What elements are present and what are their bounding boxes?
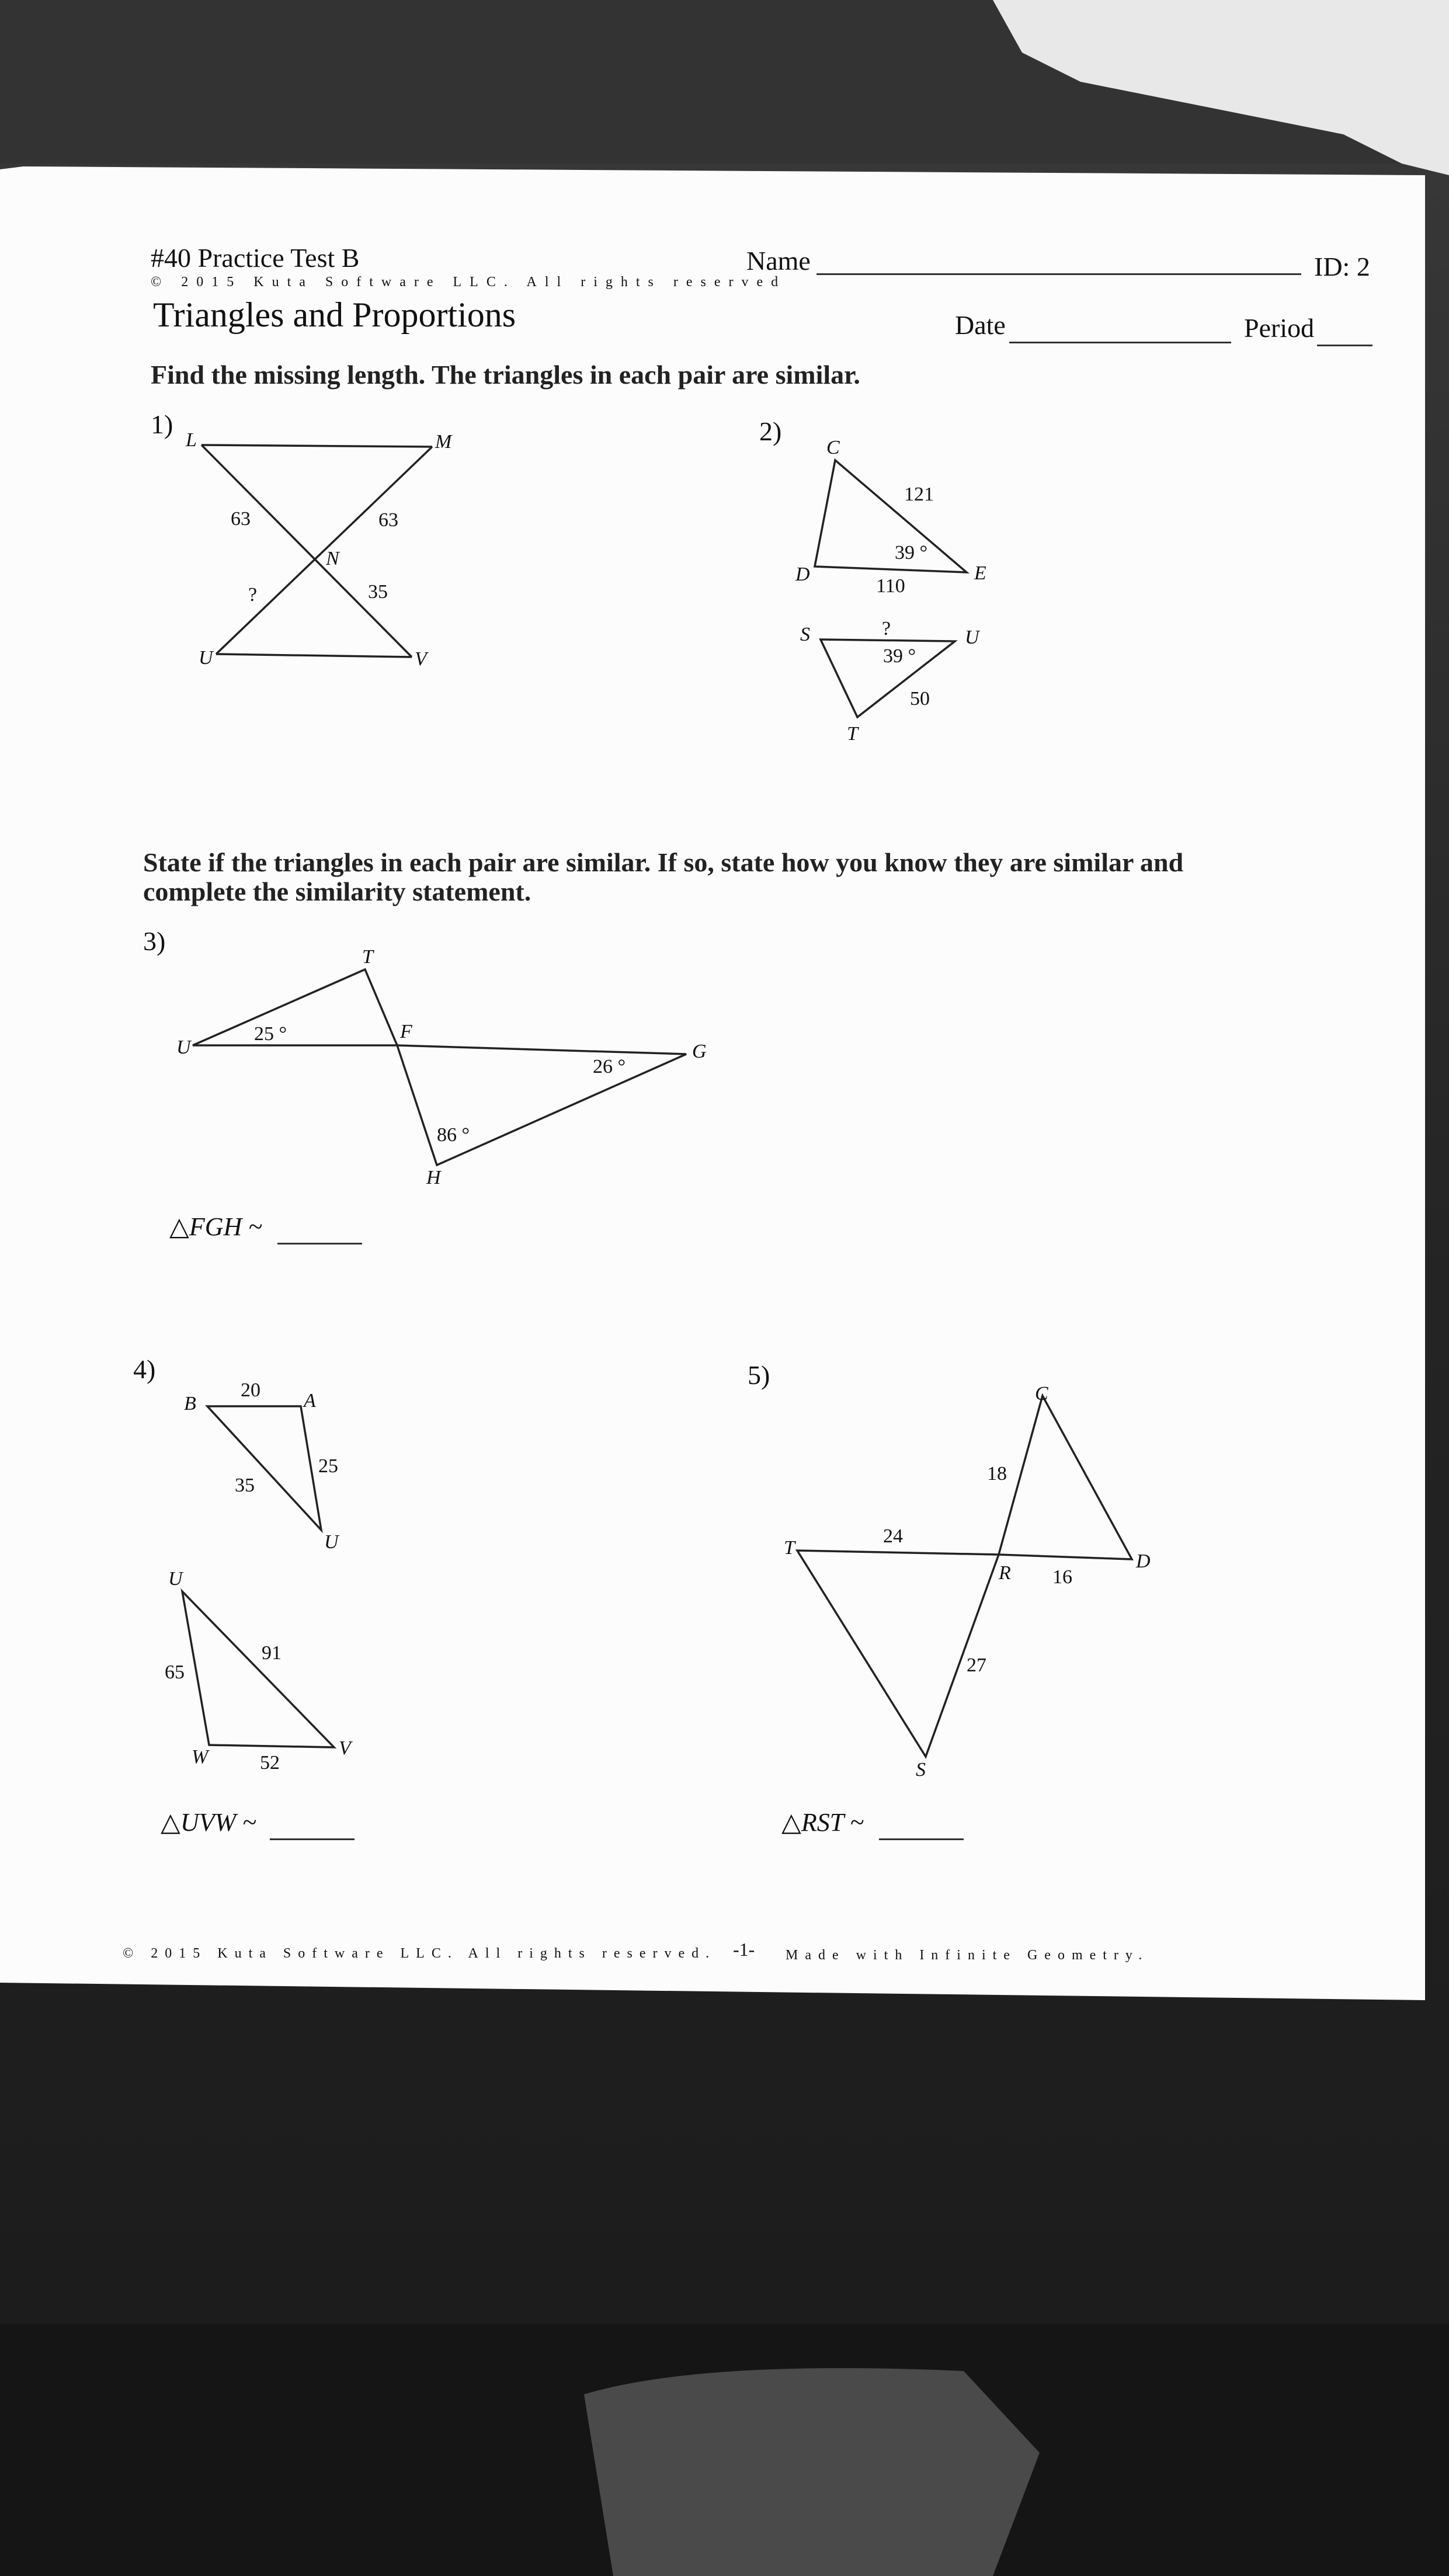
p2-label-U: U <box>965 627 979 648</box>
p1-label-U: U <box>199 647 213 669</box>
p1-measure-MN: 63 <box>378 509 398 531</box>
p3-label-T: T <box>362 946 373 968</box>
p5-label-S: S <box>916 1759 926 1781</box>
test-title: #40 Practice Test B <box>151 243 360 273</box>
footer-made-with: Made with Infinite Geometry. <box>786 1948 1149 1963</box>
p2-measure-SU: ? <box>882 618 891 639</box>
section2-instructions-line1: State if the triangles in each pair are similar. If so, state how you know they are similar and <box>143 847 1184 877</box>
p2-measure-CE: 121 <box>904 484 934 505</box>
p2-measure-TU: 50 <box>910 688 930 710</box>
section1-instructions: Find the missing length. The triangles in each pair are similar. <box>151 360 860 390</box>
p5-label-T: T <box>784 1537 795 1559</box>
p4-label-A: A <box>304 1390 316 1412</box>
p3-label-G: G <box>692 1041 707 1062</box>
p1-label-L: L <box>186 429 197 451</box>
p5-answer-line[interactable] <box>879 1838 964 1840</box>
p5-label-R: R <box>999 1562 1011 1584</box>
p2-triangle-CDE <box>815 460 967 572</box>
p1-measure-LN: 63 <box>231 508 251 530</box>
worksheet-title: Triangles and Proportions <box>153 296 516 334</box>
p5-label-D: D <box>1136 1551 1151 1572</box>
p3-label-F: F <box>400 1021 412 1042</box>
p1-label-V: V <box>415 648 427 670</box>
p2-label-E: E <box>974 562 986 584</box>
p4-label-U-bottom: U <box>168 1568 183 1590</box>
p1-segment-LM <box>201 445 432 447</box>
p2-label-D: D <box>795 564 810 585</box>
p4-triangle-BAU <box>207 1406 321 1530</box>
problem-1-number: 1) <box>151 409 173 439</box>
p5-measure-RS: 27 <box>967 1654 986 1676</box>
p4-answer-line[interactable] <box>270 1838 355 1840</box>
section2-instructions-line2: complete the similarity statement. <box>143 877 531 906</box>
p3-measure-angleH: 86 ° <box>437 1124 470 1146</box>
p1-segment-UV <box>216 654 412 657</box>
p5-label-C: C <box>1035 1383 1048 1405</box>
p3-label-U: U <box>176 1037 191 1058</box>
p4-label-U-top: U <box>324 1531 339 1553</box>
p4-label-B: B <box>184 1393 196 1414</box>
problem-2-number: 2) <box>759 416 782 446</box>
p1-measure-UN: ? <box>248 584 258 606</box>
id-label: ID: 2 <box>1314 252 1370 281</box>
period-label: Period <box>1244 313 1315 343</box>
p3-triangle-FGH <box>397 1045 686 1165</box>
p4-measure-BA: 20 <box>241 1379 260 1401</box>
p2-measure-angleU: 39 ° <box>883 645 916 667</box>
p5-triangle-TRS <box>797 1551 999 1757</box>
p5-similarity-statement: △RST ~ <box>781 1808 864 1837</box>
p2-label-T: T <box>847 723 858 745</box>
p3-answer-line[interactable] <box>277 1243 362 1244</box>
p5-triangle-CRD <box>999 1396 1132 1559</box>
p1-segment-MU <box>216 447 432 654</box>
p1-measure-NV: 35 <box>368 581 388 603</box>
p4-label-W: W <box>192 1746 209 1768</box>
p4-measure-UW: 65 <box>165 1661 185 1683</box>
footer-copyright: © 2015 Kuta Software LLC. All rights reserved. <box>123 1946 717 1961</box>
p3-measure-angleU: 25 ° <box>254 1023 287 1045</box>
p4-measure-AU: 25 <box>318 1455 338 1477</box>
problem-5-number: 5) <box>748 1360 770 1390</box>
p4-measure-BU: 35 <box>235 1475 255 1496</box>
p3-triangle-UTF <box>193 969 397 1045</box>
p5-measure-TR: 24 <box>883 1525 903 1547</box>
p4-similarity-statement: △UVW ~ <box>161 1808 256 1837</box>
name-label: Name <box>746 246 811 276</box>
p3-label-H: H <box>426 1167 441 1188</box>
p4-measure-UV: 91 <box>262 1642 282 1664</box>
p2-measure-DE: 110 <box>876 575 905 597</box>
p4-measure-WV: 52 <box>260 1752 280 1774</box>
p2-label-C: C <box>826 437 840 458</box>
p1-segment-LV <box>201 445 412 657</box>
p2-label-S: S <box>800 624 810 645</box>
problem-4-number: 4) <box>133 1354 156 1384</box>
p5-measure-CR: 18 <box>987 1463 1007 1485</box>
header-copyright: © 2015 Kuta Software LLC. All rights reserved <box>151 274 787 290</box>
date-label: Date <box>955 310 1006 340</box>
p4-label-V: V <box>339 1737 351 1759</box>
footer-page-number: -1- <box>733 1939 755 1960</box>
p5-measure-RD: 16 <box>1052 1566 1072 1588</box>
p1-label-N: N <box>326 548 339 569</box>
problem-3-number: 3) <box>143 926 166 956</box>
p3-measure-angleG: 26 ° <box>593 1056 626 1077</box>
p1-label-M: M <box>435 431 452 453</box>
p2-measure-angleE: 39 ° <box>895 542 928 564</box>
p4-triangle-UWV <box>182 1591 334 1747</box>
p3-similarity-statement: △FGH ~ <box>169 1212 263 1241</box>
